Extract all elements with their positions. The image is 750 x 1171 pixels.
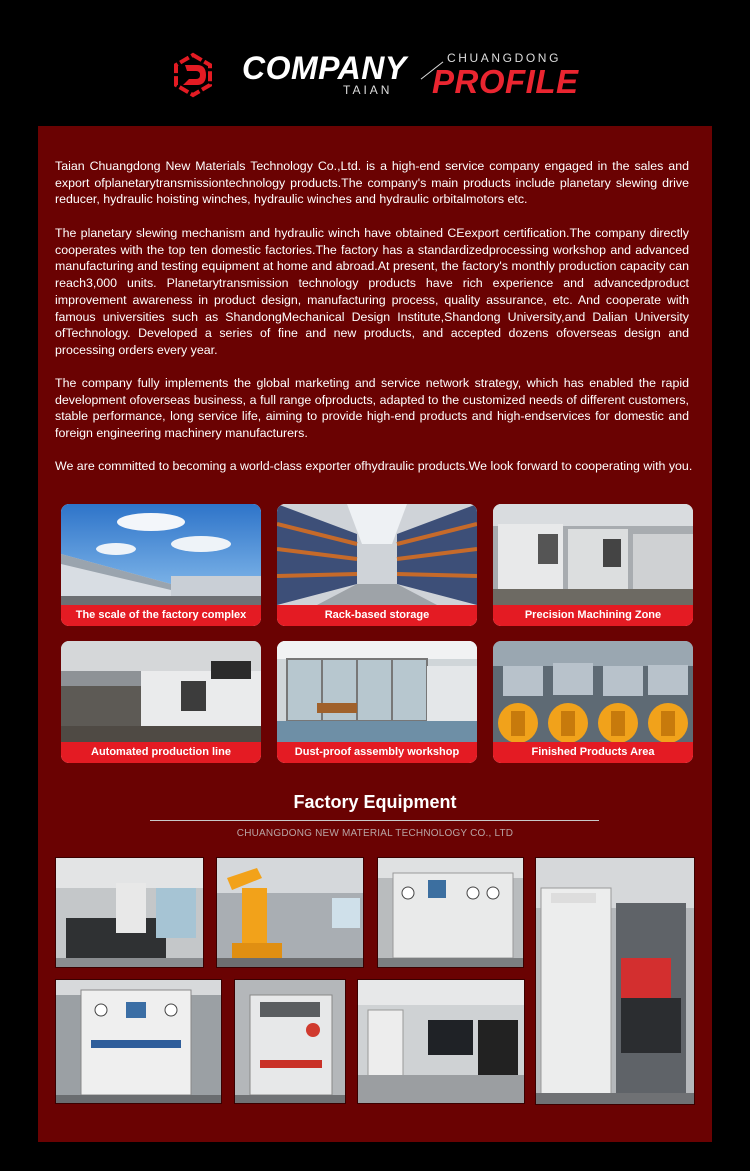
intro-paragraph-3: The company fully implements the global marketing and service network strategy, which has enabled the rapid development ofoverseas business, a full range ofproducts, adapted to the customized needs of different customers, stable performance, long service life, aiming to provide high-end products and high-endservices for domestic and foreign engineering machinery manufacturers. [55,376,689,441]
company-logo-icon [170,52,216,98]
header-taian-text: TAIAN [343,83,393,97]
equipment-photo-hardness-tester [234,979,346,1104]
gallery-caption: Precision Machining Zone [493,605,693,626]
finished-products-photo [493,641,693,742]
intro-paragraph-1: Taian Chuangdong New Materials Technology Co.,Ltd. is a high-end service company engaged in the sales and export ofplanetarytransmissiontechnology products.The company's main products include planetary slewing drive reducer, hydraulic hoisting winches, hydraulic winches and hydraulic orbitalmotors etc. [55,159,689,207]
header-company-text: COMPANY [242,50,407,86]
gallery-card-finished-products [493,641,693,763]
header-chuangdong-text: CHUANGDONG [447,51,562,65]
machining-zone-photo [493,504,693,605]
gallery-caption: The scale of the factory complex [61,605,261,626]
equipment-photo-microscope-station [357,979,525,1104]
equipment-photo-hydraulic-station [377,857,524,968]
header [0,0,750,126]
gallery-card-rack-storage [277,504,477,626]
intro-paragraph-2: The planetary slewing mechanism and hydraulic winch have obtained CEexport certification.The company directly cooperates with the top ten domestic factories.The factory has a standardizedprocessing workshop and advanced manufacturing and testing equipment at home and abroad.At present, the factory's monthly production capacity can reach3,000 units. Planetarytransmission technology products have rich experience and advancedproduct improvement awareness in product design, manufacturing process, quality assurance, etc. And cooperate with famous universities such as ShandongMechanical Design Institute,Shandong University,and Dalian University ofTechnology. Developed a series of fine and new products, and accepted dozens ofoverseas design and processing orders every year. [55,226,689,357]
gallery-card-factory-complex [61,504,261,626]
intro-paragraph-4: We are committed to becoming a world-class exporter ofhydraulic products.We look forward to cooperating with you. [55,459,693,473]
section-divider [150,820,599,821]
rack-storage-photo [277,504,477,605]
equipment-photo-control-panel [55,979,222,1104]
gallery-caption: Dust-proof assembly workshop [277,742,477,763]
equipment-photo-test-bench [55,857,204,968]
factory-equipment-subtitle: CHUANGDONG NEW MATERIAL TECHNOLOGY CO., LTD [236,828,514,839]
assembly-workshop-photo [277,641,477,742]
gallery-card-machining-zone [493,504,693,626]
gallery-caption: Automated production line [61,742,261,763]
gallery-card-automated-line [61,641,261,763]
factory-equipment-title: Factory Equipment [293,792,457,812]
equipment-photo-test-rig [535,857,695,1105]
header-profile-text: PROFILE [432,63,579,100]
gallery-card-assembly-workshop [277,641,477,763]
automated-line-photo [61,641,261,742]
equipment-photo-crane [216,857,364,968]
factory-complex-photo [61,504,261,605]
gallery-caption: Finished Products Area [493,742,693,763]
gallery-caption: Rack-based storage [277,605,477,626]
